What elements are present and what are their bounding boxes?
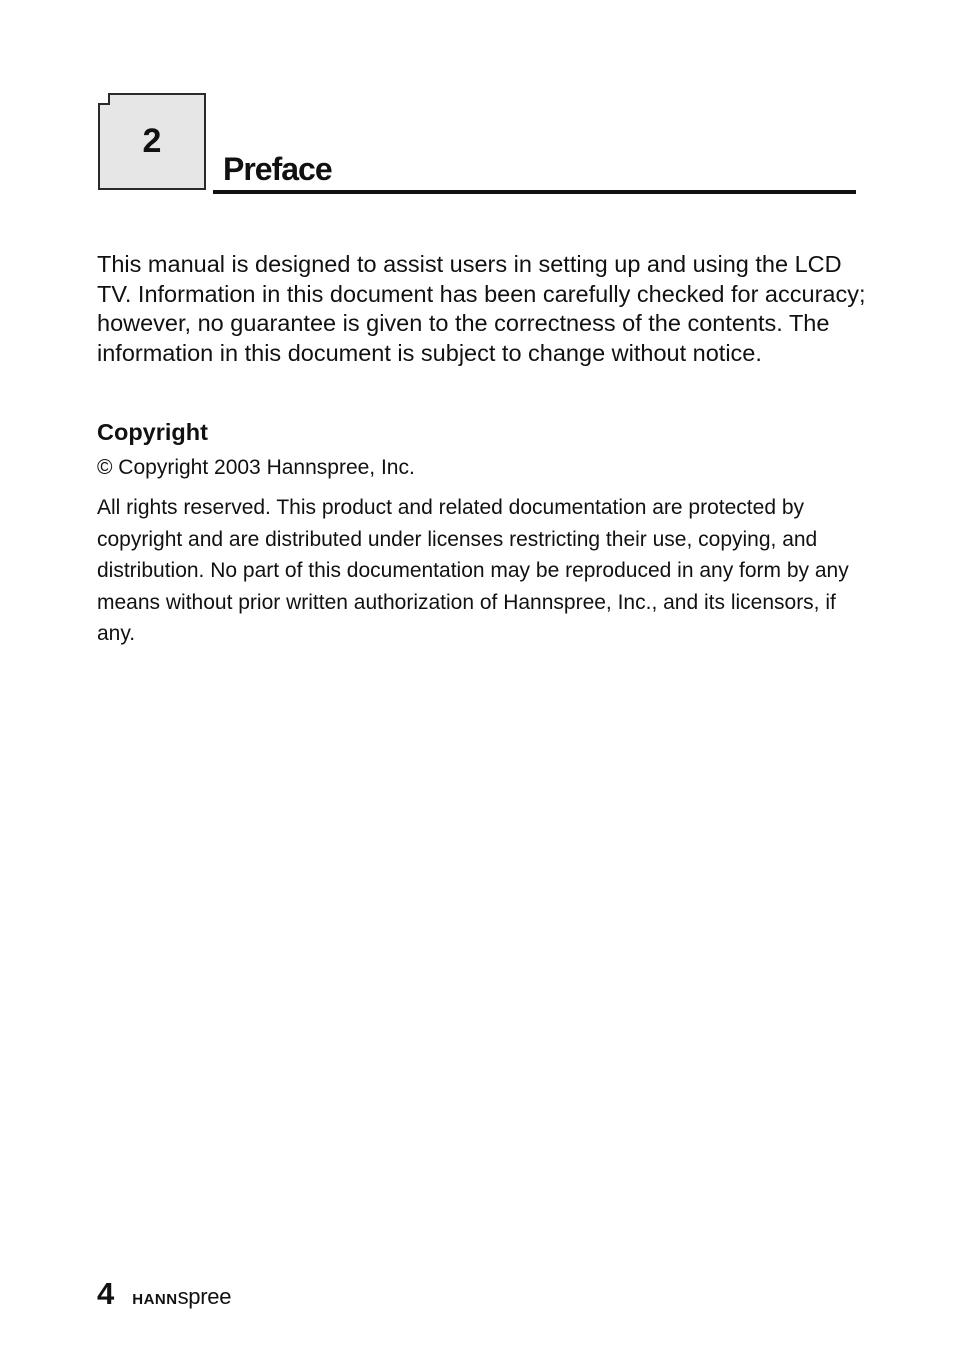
page-footer — [97, 1276, 231, 1316]
intro-paragraph: This manual is designed to assist users in setting up and using the LCD TV. Information in this document has been carefully checked for accuracy; however, no guarantee is given to the correctness of the contents. The information in this document is subject to change without notice. — [97, 251, 866, 366]
page-number: 4 — [97, 1276, 115, 1311]
logo-bold-text: HANN — [132, 1291, 178, 1308]
chapter-title: Preface — [223, 151, 332, 187]
copyright-notice: © Copyright 2003 Hannspree, Inc. — [97, 456, 415, 479]
chapter-number-box — [98, 93, 206, 190]
hannspree-logo — [132, 1284, 231, 1310]
rights-paragraph: All rights reserved. This product and related documentation are protected by copyright and are distributed under licenses restricting their use, copying, and distribution. No part of this documentation may be reproduced in any form by any means without prior written authorization of Hannspree, Inc., and its licensors, if any. — [97, 496, 849, 646]
title-underline — [213, 190, 856, 194]
logo-light-text: spree — [177, 1284, 232, 1309]
chapter-box-notch — [98, 93, 110, 105]
copyright-heading: Copyright — [97, 419, 208, 445]
chapter-number: 2 — [142, 122, 162, 160]
